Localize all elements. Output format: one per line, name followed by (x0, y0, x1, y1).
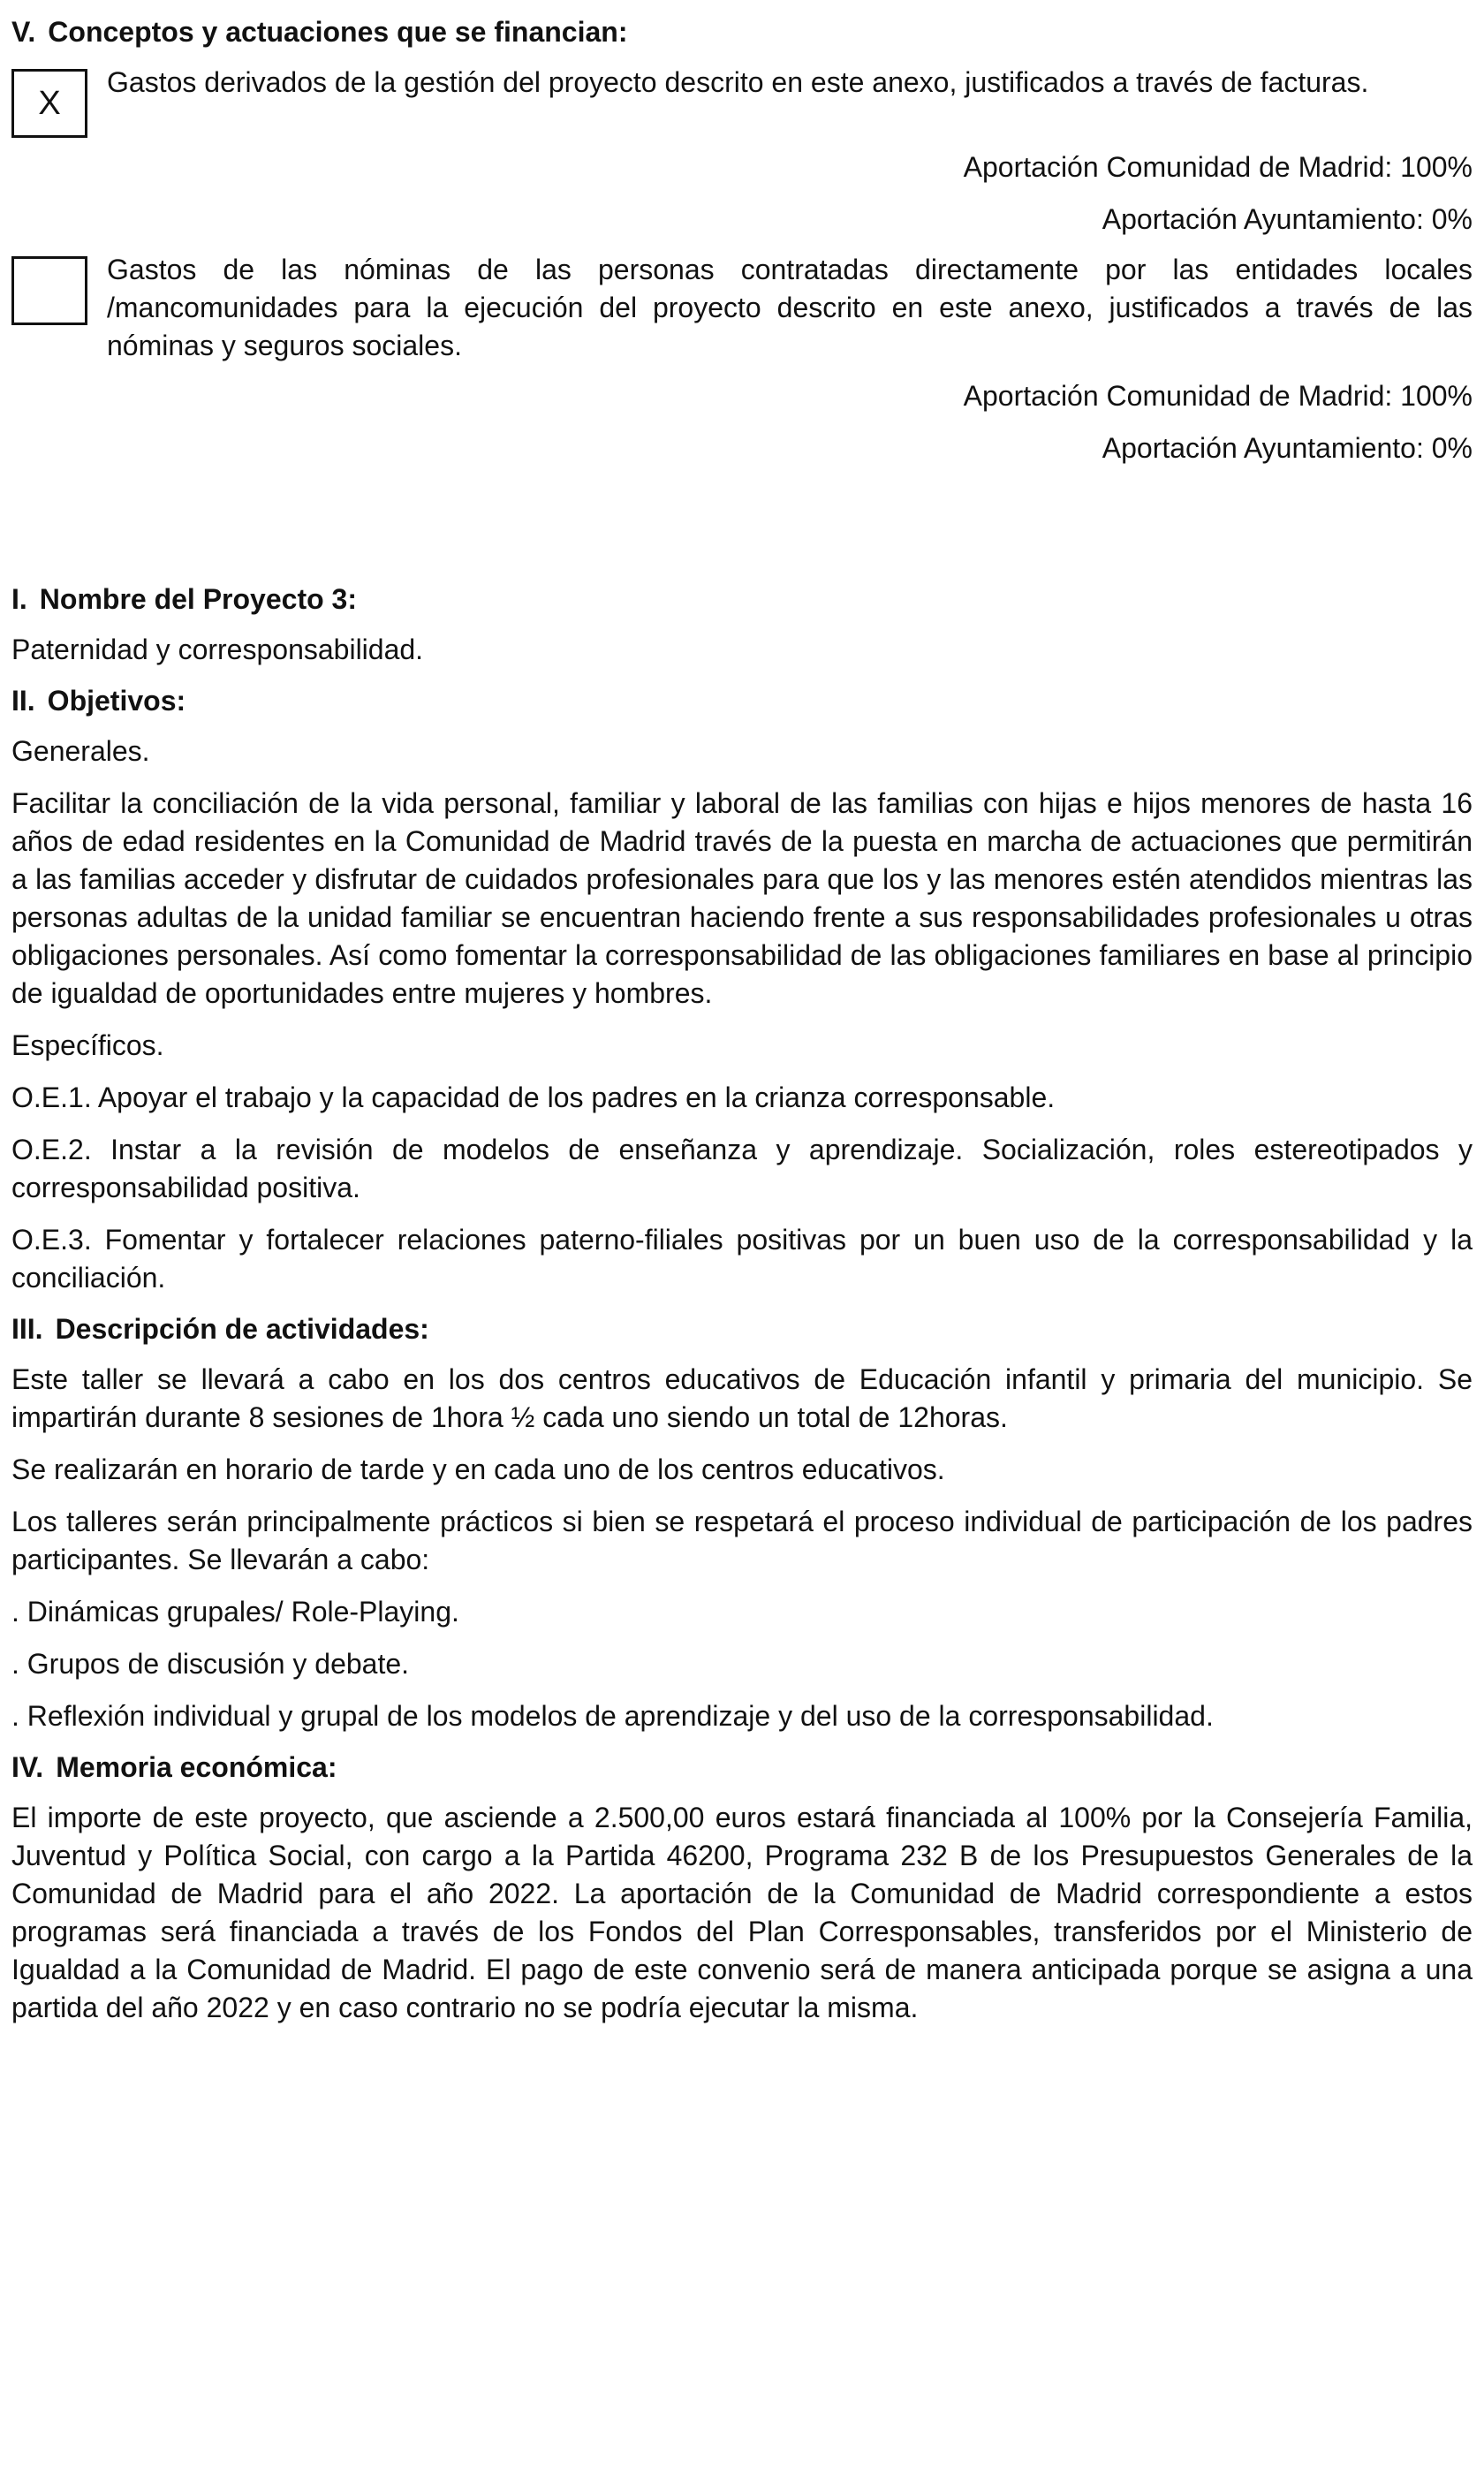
checkbox-mark: X (38, 84, 61, 122)
section-iii-title: Descripción de actividades: (55, 1313, 429, 1345)
section-iv-title: Memoria económica: (56, 1751, 337, 1783)
actividad-bullet-1: . Dinámicas grupales/ Role-Playing. (11, 1596, 459, 1628)
aportacion-ayuntamiento: Aportación Ayuntamiento: 0% (1102, 432, 1473, 464)
actividades-paragraph-1: Este taller se llevará a cabo en los dos centros educativos de Educación infantil y primaria del municipio. Se impartirán durante 8 sesiones de 1hora ½ cada uno siendo un total de 12horas. (11, 1363, 1473, 1433)
objetivo-especifico-2: O.E.2. Instar a la revisión de modelos de enseñanza y aprendizaje. Socialización, roles estereotipados y corresponsabilidad positiva. (11, 1134, 1473, 1203)
aportacion-ayuntamiento: Aportación Ayuntamiento: 0% (1102, 203, 1473, 235)
objetivo-especifico-3: O.E.3. Fomentar y fortalecer relaciones paterno-filiales positivas por un buen uso de la corresponsabilidad y la conciliación. (11, 1224, 1473, 1294)
financing-checkbox-1 (11, 69, 87, 138)
actividades-paragraph-2: Se realizarán en horario de tarde y en cada uno de los centros educativos. (11, 1453, 945, 1485)
financing-item-text: Gastos derivados de la gestión del proyecto descrito en este anexo, justificados a través de facturas. (107, 66, 1369, 98)
actividad-bullet-2: . Grupos de discusión y debate. (11, 1648, 410, 1680)
financing-item-text: Gastos de las nóminas de las personas contratadas directamente por las entidades locales /mancomunidades para la ejecución del proyecto descrito en este anexo, justificados a través de las nóminas y seguros sociales. (107, 254, 1473, 361)
section-v-number: V. (11, 16, 36, 48)
especificos-label: Específicos. (11, 1029, 164, 1061)
actividades-paragraph-3: Los talleres serán principalmente prácticos si bien se respetará el proceso individual de participación de los padres participantes. Se llevarán a cabo: (11, 1506, 1473, 1575)
generales-label: Generales. (11, 735, 150, 767)
section-v-heading (11, 12, 1473, 51)
section-i-heading (11, 580, 1473, 618)
aportacion-comunidad: Aportación Comunidad de Madrid: 100% (963, 151, 1473, 183)
section-ii-title: Objetivos: (47, 685, 186, 717)
section-iv-number: IV. (11, 1751, 44, 1783)
memoria-economica-text: El importe de este proyecto, que asciende a 2.500,00 euros estará financiada al 100% por la Consejería Familia, Juventud y Política Social, con cargo a la Partida 46200, Programa 232 B de los Presupuestos Generales de la Comunidad de Madrid para el año 2022. La aportación de la Comunidad de Madrid correspondiente a estos programas será financiada a través de los Fondos del Plan Corresponsables, transferidos por el Ministerio de Igualdad a la Comunidad de Madrid. El pago de este convenio será de manera anticipada porque se asigna a una partida del año 2022 y en caso contrario no se podría ejecutar la misma. (11, 1802, 1473, 2023)
section-v-title: Conceptos y actuaciones que se financian: (48, 16, 628, 48)
financing-checkbox-2 (11, 256, 87, 325)
aportacion-comunidad: Aportación Comunidad de Madrid: 100% (963, 380, 1473, 412)
section-ii-heading (11, 681, 1473, 720)
section-iii-number: III. (11, 1313, 43, 1345)
document-page (11, 12, 1473, 2027)
section-i-title: Nombre del Proyecto 3: (39, 583, 357, 615)
generales-text: Facilitar la conciliación de la vida personal, familiar y laboral de las familias con hijas e hijos menores de hasta 16 años de edad residentes en la Comunidad de Madrid través de la puesta en marcha de actuaciones que permitirán a las familias acceder y disfrutar de cuidados profesionales para que los y las menores estén atendidos mientras las personas adultas de la unidad familiar se encuentran haciendo frente a sus responsabilidades profesionales u otras obligaciones personales. Así como fomentar la corresponsabilidad de las obligaciones familiares en base al principio de igualdad de oportunidades entre mujeres y hombres. (11, 787, 1473, 1009)
section-iv-heading (11, 1748, 1473, 1787)
section-i-number: I. (11, 583, 27, 615)
section-iii-heading (11, 1309, 1473, 1348)
objetivo-especifico-1: O.E.1. Apoyar el trabajo y la capacidad de los padres en la crianza corresponsable. (11, 1081, 1056, 1113)
actividad-bullet-3: . Reflexión individual y grupal de los modelos de aprendizaje y del uso de la corresponsabilidad. (11, 1700, 1214, 1732)
financing-item-1 (11, 64, 1473, 138)
section-ii-number: II. (11, 685, 35, 717)
financing-item-2 (11, 251, 1473, 365)
project-name: Paternidad y corresponsabilidad. (11, 634, 424, 665)
